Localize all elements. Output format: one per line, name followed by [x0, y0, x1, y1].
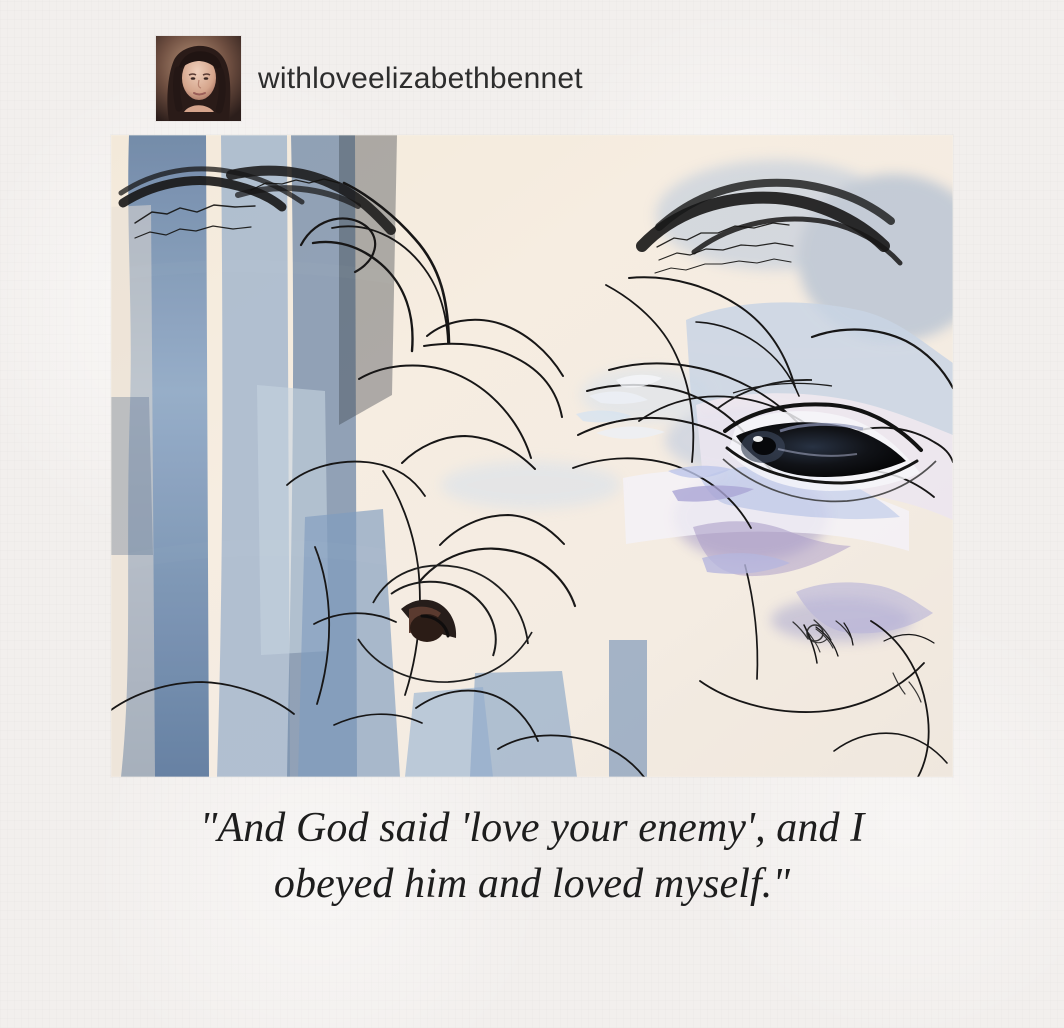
quote-line-2: obeyed him and loved myself."	[273, 861, 791, 907]
avatar-photo	[156, 36, 241, 121]
quote-line-1: "And God said 'love your enemy', and I	[199, 805, 865, 851]
quote-text	[0, 800, 1064, 912]
avatar[interactable]	[156, 36, 241, 121]
username[interactable]: withloveelizabethbennet	[258, 61, 583, 95]
post-header	[156, 36, 583, 121]
painted-face-illustration	[111, 135, 953, 777]
artwork-image	[111, 135, 953, 777]
